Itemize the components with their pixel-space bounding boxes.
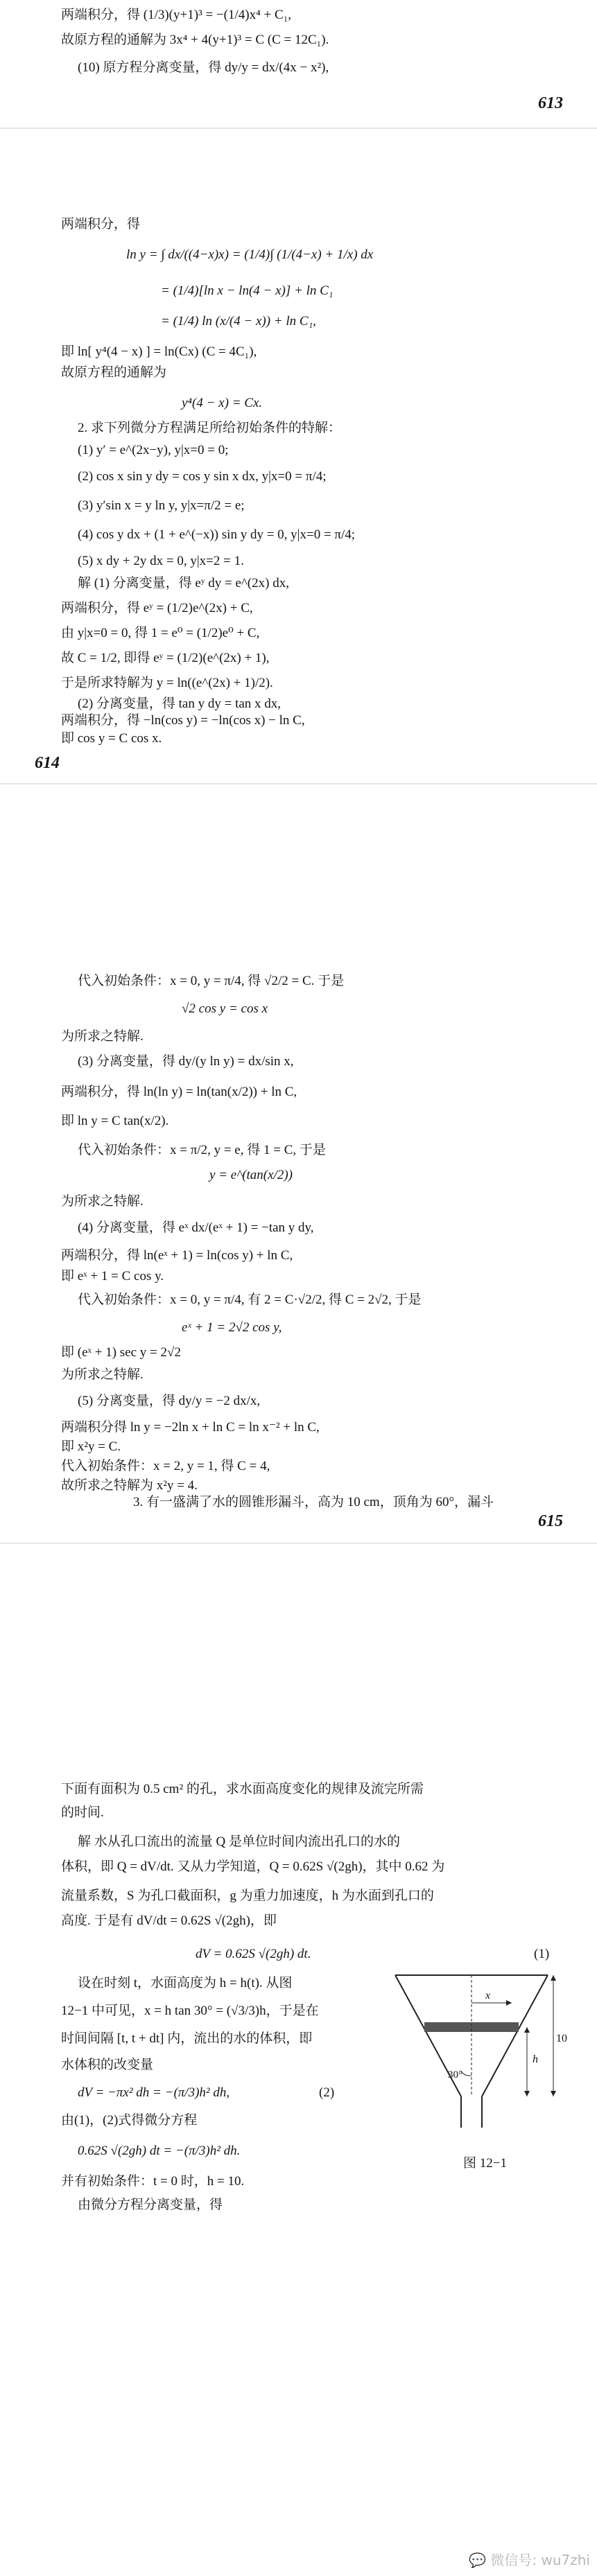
- text-line: 的时间.: [61, 1805, 104, 1820]
- exercise-item: (1) y′ = e^(2x−y), y|x=0 = 0;: [78, 443, 229, 457]
- figure-label: 10: [556, 2033, 567, 2044]
- text-line: 两端积分，得: [61, 217, 141, 231]
- watermark: [469, 2549, 590, 2569]
- exercise-heading: 2. 求下列微分方程满足所给初始条件的特解：: [78, 421, 342, 435]
- exercise-item: (5) x dy + 2y dx = 0, y|x=2 = 1.: [78, 554, 244, 568]
- solution-line: 故 C = 1/2, 即得 eʸ = (1/2)(e^(2x) + 1),: [61, 651, 270, 665]
- solution-line: 即 eˣ + 1 = C cos y.: [61, 1269, 164, 1283]
- solution-line: 即 ln y = C tan(x/2).: [61, 1114, 169, 1128]
- equation: eˣ + 1 = 2√2 cos y,: [182, 1320, 282, 1335]
- solution-line: (5) 分离变量，得 dy/y = −2 dx/x,: [78, 1394, 261, 1408]
- solution-line: 由微分方程分离变量，得: [78, 2198, 223, 2212]
- equation: dV = −πx² dh = −(π/3)h² dh,: [78, 2085, 230, 2100]
- watermark-text: 微信号: wu7zhi: [490, 2552, 590, 2568]
- solution-line: 故所求之特解为 x²y = 4.: [61, 1478, 198, 1493]
- solution-line: 并有初始条件：t = 0 时，h = 10.: [61, 2174, 245, 2189]
- page-number: 613: [538, 94, 563, 112]
- page-614-tail: [0, 730, 597, 779]
- page-divider: [0, 783, 597, 785]
- solution-line: 为所求之特解.: [61, 1367, 144, 1382]
- page-divider: [0, 1543, 597, 1544]
- text-line: 两端积分，得 (1/3)(y+1)³ = −(1/4)x⁴ + C₁,: [61, 8, 291, 22]
- exercise-item: (3) y′sin x = y ln y, y|x=π/2 = e;: [78, 498, 245, 513]
- page-614: [0, 129, 597, 728]
- page-number: 615: [538, 1512, 563, 1530]
- solution-line: 两端积分得 ln y = −2ln x + ln C = ln x⁻² + ln C,: [61, 1420, 320, 1435]
- solution-line: 即 (eˣ + 1) sec y = 2√2: [61, 1345, 181, 1360]
- solution-line: 高度. 于是有 dV/dt = 0.62S √(2gh)，即: [61, 1913, 277, 1928]
- solution-line: 解 (1) 分离变量，得 eʸ dy = e^(2x) dx,: [78, 576, 289, 590]
- solution-line: 由(1)，(2)式得微分方程: [61, 2113, 198, 2128]
- solution-line: (3) 分离变量，得 dy/(y ln y) = dx/sin x,: [78, 1054, 294, 1069]
- wechat-icon: 💬: [469, 2552, 487, 2568]
- figure-caption: 图 12−1: [463, 2156, 507, 2171]
- solution-line: 12−1 中可见，x = h tan 30° = (√3/3)h，于是在: [61, 2004, 319, 2018]
- exercise-heading: 3. 有一盛满了水的圆锥形漏斗，高为 10 cm，顶角为 60°，漏斗: [133, 1495, 494, 1509]
- solution-line: 两端积分，得 ln(eˣ + 1) = ln(cos y) + ln C,: [61, 1248, 293, 1263]
- exercise-item: (4) cos y dx + (1 + e^(−x)) sin y dy = 0, y|x=0 = π/4;: [78, 527, 356, 542]
- exercise-item: (2) cos x sin y dy = cos y sin x dx, y|x=0 = π/4;: [78, 469, 327, 484]
- equation: y⁴(4 − x) = Cx.: [182, 396, 263, 410]
- text-line: 下面有面积为 0.5 cm² 的孔，求水面高度变化的规律及流完所需: [61, 1782, 424, 1796]
- solution-line: 两端积分，得 −ln(cos y) = −ln(cos x) − ln C,: [61, 713, 305, 728]
- solution-line: 代入初始条件：x = 0, y = π/4, 有 2 = C·√2/2, 得 C = 2√2, 于是: [78, 1293, 422, 1307]
- equation: 0.62S √(2gh) dt = −(π/3)h² dh.: [78, 2144, 241, 2158]
- solution-line: 即 x²y = C.: [61, 1439, 121, 1454]
- page-615-tail: [0, 1478, 597, 1534]
- equation: y = e^(tan(x/2)): [209, 1168, 293, 1182]
- solution-line: 为所求之特解.: [61, 1029, 144, 1044]
- solution-line: 体积，即 Q = dV/dt. 又从力学知道，Q = 0.62S √(2gh)，其中 0.62 为: [61, 1859, 445, 1874]
- page-613: [0, 0, 597, 125]
- solution-line: 设在时刻 t，水面高度为 h = h(t). 从图: [78, 1976, 293, 1990]
- equation-number: (2): [319, 2085, 335, 2100]
- solution-line: 两端积分，得 ln(ln y) = ln(tan(x/2)) + ln C,: [61, 1085, 297, 1099]
- equation: √2 cos y = cos x: [182, 1001, 268, 1016]
- solution-line: 由 y|x=0 = 0, 得 1 = e⁰ = (1/2)e⁰ + C,: [61, 626, 260, 640]
- figure-label: x: [485, 1990, 491, 2001]
- solution-line: 即 cos y = C cos x.: [61, 731, 162, 746]
- page-616: [0, 1545, 597, 2576]
- solution-line: (2) 分离变量，得 tan y dy = tan x dx,: [78, 696, 282, 711]
- page-615: [0, 786, 597, 1479]
- equation: 即 ln[ y⁴(4 − x) ] = ln(Cx) (C = 4C₁),: [61, 344, 257, 359]
- equation: = (1/4) ln (x/(4 − x)) + ln C₁,: [161, 314, 316, 328]
- equation: ln y = ∫ dx/((4−x)x) = (1/4)∫ (1/(4−x) + 1/x) dx: [126, 247, 374, 262]
- text-line: 故原方程的通解为 3x⁴ + 4(y+1)³ = C (C = 12C₁).: [61, 33, 329, 47]
- text-line: (10) 原方程分离变量，得 dy/y = dx/(4x − x²),: [78, 60, 329, 75]
- solution-line: (4) 分离变量，得 eˣ dx/(eˣ + 1) = −tan y dy,: [78, 1220, 314, 1235]
- funnel-figure: [388, 1961, 569, 2135]
- solution-line: 解 水从孔口流出的流量 Q 是单位时间内流出孔口的水的: [78, 1834, 400, 1849]
- equation-number: (1): [534, 1947, 550, 1961]
- solution-line: 时间间隔 [t, t + dt] 内，流出的水的体积，即: [61, 2031, 313, 2046]
- solution-line: 为所求之特解.: [61, 1194, 144, 1209]
- text-line: 故原方程的通解为: [61, 365, 167, 380]
- solution-line: 流量系数，S 为孔口截面积，g 为重力加速度，h 为水面到孔口的: [61, 1889, 434, 1903]
- solution-line: 代入初始条件：x = 0, y = π/4, 得 √2/2 = C. 于是: [78, 974, 345, 988]
- page-number: 614: [35, 754, 60, 772]
- figure-label: 30°: [448, 2069, 462, 2080]
- figure-label: h: [533, 2053, 538, 2065]
- equation: dV = 0.62S √(2gh) dt.: [196, 1947, 311, 1961]
- solution-line: 水体积的改变量: [61, 2058, 154, 2072]
- solution-line: 两端积分，得 eʸ = (1/2)e^(2x) + C,: [61, 601, 253, 615]
- solution-line: 于是所求特解为 y = ln((e^(2x) + 1)/2).: [61, 676, 273, 690]
- solution-line: 代入初始条件：x = 2, y = 1, 得 C = 4,: [61, 1459, 270, 1473]
- equation: = (1/4)[ln x − ln(4 − x)] + ln C₁: [161, 283, 334, 298]
- solution-line: 代入初始条件：x = π/2, y = e, 得 1 = C, 于是: [78, 1143, 326, 1157]
